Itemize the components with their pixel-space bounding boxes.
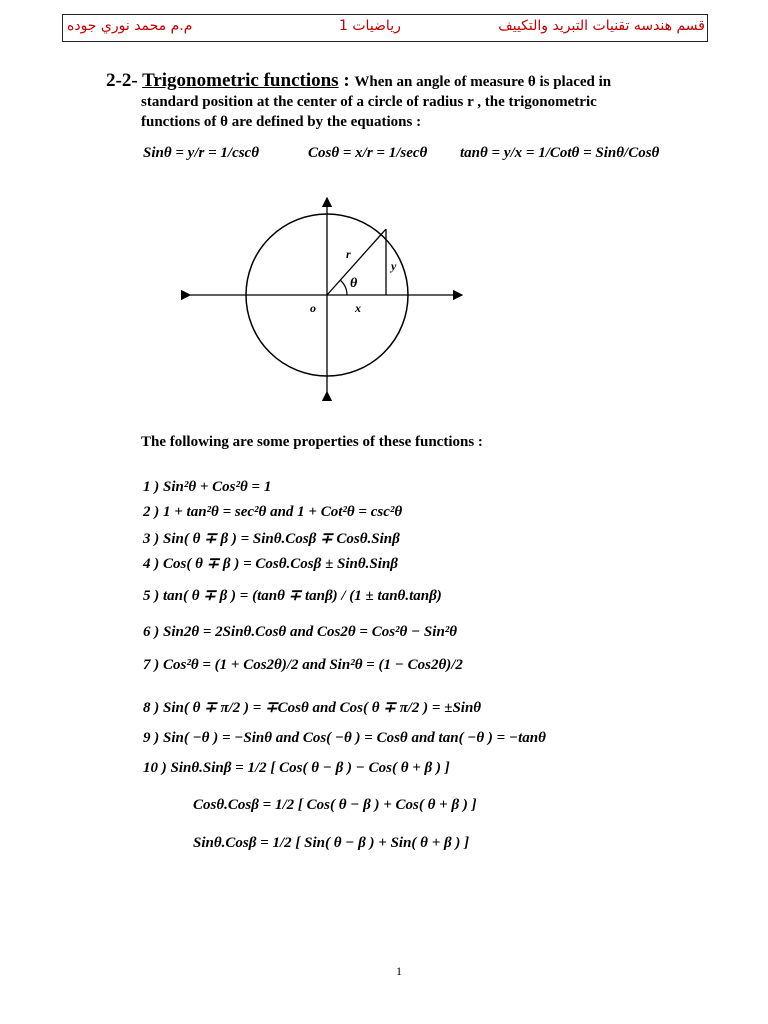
intro-line-3: functions of θ are defined by the equations : <box>141 114 422 130</box>
label-r: r <box>346 247 351 261</box>
header-author: م.م محمد نوري جوده <box>67 18 193 34</box>
label-theta: θ <box>350 276 358 291</box>
property-3: 3 ) Sin( θ ∓ β ) = Sinθ.Cosβ ∓ Cosθ.Sinβ <box>143 531 400 547</box>
intro-line-1: When an angle of measure θ is placed in <box>354 74 612 90</box>
property-10c: Sinθ.Cosβ = 1/2 [ Sin( θ − β ) + Sin( θ + β ) ] <box>193 835 470 851</box>
def-tan: tanθ = y/x = 1/Cotθ = Sinθ/Cosθ <box>460 145 660 161</box>
header-department: قسم هندسه تقنيات التبريد والتكييف <box>498 18 705 34</box>
property-4: 4 ) Cos( θ ∓ β ) = Cosθ.Cosβ ± Sinθ.Sinβ <box>143 556 398 572</box>
def-cos: Cosθ = x/r = 1/secθ <box>308 145 428 161</box>
property-1: 1 ) Sin²θ + Cos²θ = 1 <box>143 479 272 495</box>
angle-arc <box>340 280 347 295</box>
section-colon: : <box>343 70 350 91</box>
property-2: 2 ) 1 + tan²θ = sec²θ and 1 + Cot²θ = csc²θ <box>143 504 403 520</box>
property-10a: 10 ) Sinθ.Sinβ = 1/2 [ Cos( θ − β ) − Cos( θ + β ) ] <box>143 760 450 776</box>
label-y: y <box>391 259 397 273</box>
label-o: o <box>310 301 316 315</box>
property-8: 8 ) Sin( θ ∓ π/2 ) = ∓Cosθ and Cos( θ ∓ π/2 ) = ±Sinθ <box>143 700 482 716</box>
header-course: رياضيات 1 <box>339 18 401 34</box>
property-5: 5 ) tan( θ ∓ β ) = (tanθ ∓ tanβ) / (1 ± tanθ.tanβ) <box>143 588 442 604</box>
intro-line-2: standard position at the center of a circle of radius r , the trigonometric <box>141 94 597 110</box>
def-sin: Sinθ = y/r = 1/cscθ <box>143 145 260 161</box>
property-10b: Cosθ.Cosβ = 1/2 [ Cos( θ − β ) + Cos( θ + β ) ] <box>193 797 477 813</box>
page-number: 1 <box>396 964 402 978</box>
property-7: 7 ) Cos²θ = (1 + Cos2θ)/2 and Sin²θ = (1 − Cos2θ)/2 <box>143 657 463 673</box>
section-title: Trigonometric functions <box>142 70 339 91</box>
label-x: x <box>355 301 361 315</box>
properties-intro: The following are some properties of these functions : <box>141 434 483 450</box>
section-number: 2-2- <box>106 70 138 91</box>
property-6: 6 ) Sin2θ = 2Sinθ.Cosθ and Cos2θ = Cos²θ − Sin²θ <box>143 624 458 640</box>
property-9: 9 ) Sin( −θ ) = −Sinθ and Cos( −θ ) = Cosθ and tan( −θ ) = −tanθ <box>143 730 546 746</box>
